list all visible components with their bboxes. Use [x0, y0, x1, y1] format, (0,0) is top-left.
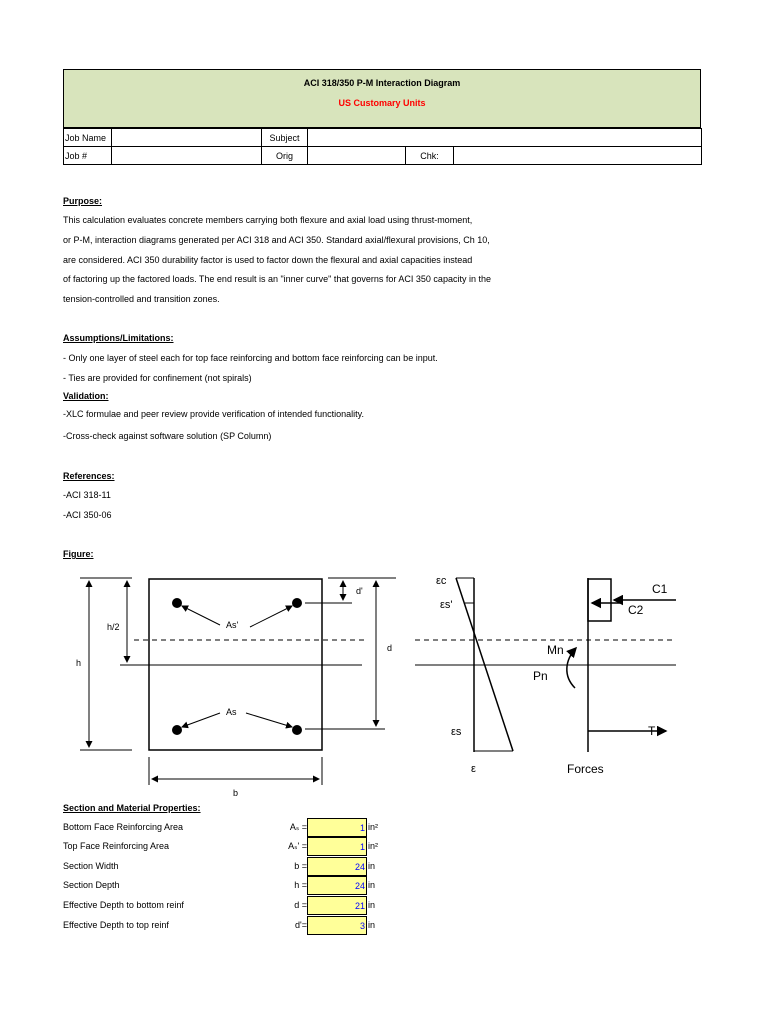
- property-unit: in²: [368, 841, 379, 851]
- forces-label: Forces: [567, 762, 604, 776]
- eps-s-label: εs: [451, 726, 462, 738]
- validation-heading: Validation:: [63, 391, 109, 401]
- assumptions-heading: Assumptions/Limitations:: [63, 333, 174, 343]
- property-value: 24: [354, 862, 365, 872]
- c1-label: C1: [652, 582, 668, 596]
- property-label: Section Width: [63, 861, 119, 871]
- top-left-rebar: [172, 598, 182, 608]
- assumption-line: - Only one layer of steel each for top face reinforcing and bottom face reinforcing can be input.: [63, 353, 438, 363]
- property-input[interactable]: [307, 818, 367, 837]
- pn-label: Pn: [533, 669, 548, 683]
- document-title: ACI 318/350 P-M Interaction Diagram: [303, 78, 461, 88]
- b-label: b: [233, 788, 239, 798]
- d-prime-label: d': [356, 586, 363, 596]
- units-subtitle: US Customary Units: [338, 98, 426, 108]
- references-heading: References:: [63, 471, 115, 481]
- property-row-depth: [63, 876, 403, 895]
- property-value: 21: [354, 901, 365, 911]
- property-value: 24: [354, 881, 365, 891]
- property-row-eff-depth-top: [63, 916, 403, 935]
- property-unit: in: [368, 920, 376, 930]
- h-label: h: [76, 658, 82, 668]
- as-label: As: [226, 707, 237, 717]
- as-prime-label: As': [226, 620, 239, 630]
- property-input[interactable]: [307, 916, 367, 935]
- property-input[interactable]: [307, 876, 367, 895]
- assumption-line: - Ties are provided for confinement (not spirals): [63, 373, 252, 383]
- bottom-right-rebar: [292, 725, 302, 735]
- property-symbol: Aₛ =: [289, 822, 307, 832]
- reference-line: -ACI 318-11: [63, 490, 111, 500]
- property-input[interactable]: [307, 857, 367, 876]
- as-prime-arrow-right: [250, 606, 292, 627]
- properties-heading: Section and Material Properties:: [63, 803, 201, 813]
- property-unit: in: [368, 861, 376, 871]
- mn-label: Mn: [547, 643, 564, 657]
- validation-line: -XLC formulae and peer review provide verification of intended functionality.: [63, 409, 364, 419]
- property-value: 1: [359, 842, 365, 852]
- property-label: Section Depth: [63, 880, 120, 890]
- chk-label: Chk:: [406, 147, 454, 165]
- as-prime-arrow-left: [182, 606, 220, 625]
- compression-block: [588, 579, 611, 621]
- d-label: d: [387, 643, 393, 653]
- as-arrow-right: [246, 713, 292, 727]
- purpose-line: This calculation evaluates concrete members carrying both flexure and axial load using thrust-moment,: [63, 215, 473, 225]
- property-label: Top Face Reinforcing Area: [63, 841, 170, 851]
- top-right-rebar: [292, 598, 302, 608]
- figure-heading: Figure:: [63, 549, 94, 559]
- c2-label: C2: [628, 603, 644, 617]
- orig-label: Orig: [262, 147, 308, 165]
- purpose-line: tension-controlled and transition zones.: [63, 294, 220, 304]
- subject-label: Subject: [262, 129, 308, 147]
- property-label: Effective Depth to bottom reinf: [63, 900, 184, 910]
- t-label: T: [648, 724, 656, 738]
- property-row-eff-depth-bottom: [63, 896, 403, 915]
- property-value: 1: [359, 823, 365, 833]
- purpose-line: are considered. ACI 350 durability factor is used to factor down the flexural and axial capacities instead: [63, 255, 473, 265]
- eps-c-label: εc: [436, 575, 447, 587]
- purpose-line: of factoring up the factored loads. The end result is an "inner curve" that governs for ACI 350 capacity in the: [63, 274, 491, 284]
- property-row-top-reinf: [63, 837, 403, 856]
- property-symbol: h =: [294, 880, 307, 890]
- property-symbol: d'=: [295, 920, 307, 930]
- property-symbol: b =: [294, 861, 307, 871]
- reference-line: -ACI 350-06: [63, 510, 112, 520]
- purpose-heading: Purpose:: [63, 196, 103, 206]
- property-value: 3: [359, 921, 365, 931]
- as-arrow-left: [182, 713, 220, 727]
- validation-line: -Cross-check against software solution (SP Column): [63, 431, 272, 441]
- bottom-left-rebar: [172, 725, 182, 735]
- property-unit: in: [368, 900, 376, 910]
- property-unit: in: [368, 880, 376, 890]
- purpose-line: or P-M, interaction diagrams generated per ACI 318 and ACI 350. Standard axial/flexural provisions, Ch 10,: [63, 235, 490, 245]
- eps-label: ε: [471, 763, 476, 775]
- job-name-label: Job Name: [64, 129, 112, 147]
- eps-s-prime-label: εs': [440, 599, 453, 611]
- job-number-label: Job #: [64, 147, 112, 165]
- property-symbol: Aₛ' =: [288, 841, 307, 851]
- property-label: Effective Depth to top reinf: [63, 920, 169, 930]
- property-row-width: [63, 857, 403, 876]
- property-label: Bottom Face Reinforcing Area: [63, 822, 184, 832]
- property-row-bottom-reinf: [63, 818, 403, 837]
- property-input[interactable]: [307, 896, 367, 915]
- property-symbol: d =: [294, 900, 307, 910]
- moment-arrow: [567, 648, 576, 688]
- h-half-label: h/2: [107, 622, 120, 632]
- property-unit: in²: [368, 822, 379, 832]
- property-input[interactable]: [307, 837, 367, 856]
